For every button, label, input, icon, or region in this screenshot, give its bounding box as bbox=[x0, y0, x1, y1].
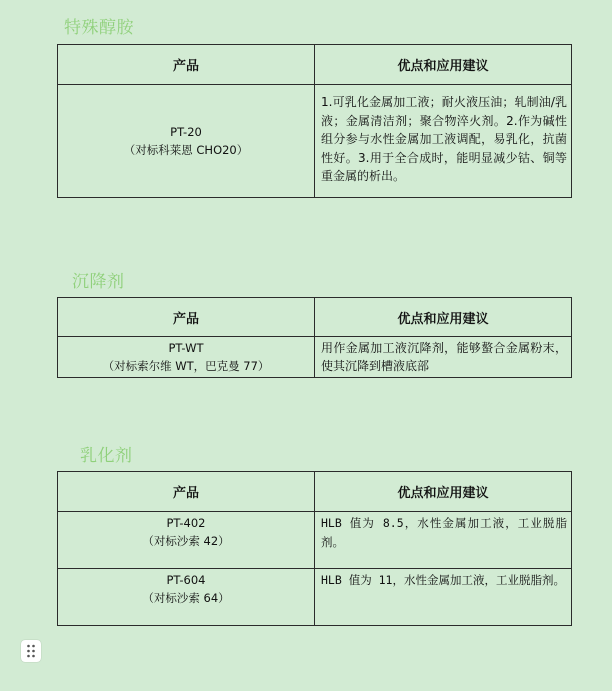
product-code: PT-402 bbox=[166, 516, 206, 530]
table-row bbox=[58, 569, 572, 626]
product-cell bbox=[58, 569, 315, 626]
product-code: PT-604 bbox=[166, 573, 206, 587]
advantages-cell: 1.可乳化金属加工液；耐火液压油；轧制油/乳液；金属清洁剂；聚合物淬火剂。2.作为碱性组分参与水性金属加工液调配，易乳化，抗菌性好。3.用于全合成时，能明显减少钴、铜等重金属的析出。 bbox=[315, 85, 572, 198]
section-title-emulsifier: 乳化剂 bbox=[80, 446, 133, 466]
drag-handle-button[interactable] bbox=[21, 640, 41, 662]
product-cell bbox=[58, 337, 315, 378]
table-special-alkanolamine bbox=[57, 44, 572, 198]
table-emulsifier bbox=[57, 471, 572, 626]
product-code: PT-20 bbox=[170, 125, 202, 139]
table-header-row bbox=[58, 472, 572, 512]
product-code: PT-WT bbox=[168, 341, 204, 355]
product-cell bbox=[58, 85, 315, 198]
header-product: 产品 bbox=[58, 45, 315, 85]
header-product: 产品 bbox=[58, 298, 315, 337]
table-row bbox=[58, 512, 572, 569]
advantages-cell: HLB 值为 8.5，水性金属加工液，工业脱脂剂。 bbox=[315, 512, 572, 569]
header-advantages: 优点和应用建议 bbox=[315, 45, 572, 85]
drag-handle-icon bbox=[26, 644, 36, 658]
table-row bbox=[58, 85, 572, 198]
product-reference: （对标索尔维 WT，巴克曼 77） bbox=[102, 359, 270, 373]
section-title-settling-agent: 沉降剂 bbox=[72, 272, 125, 292]
product-reference: （对标沙索 42） bbox=[142, 534, 230, 548]
section-title-special-alkanolamine: 特殊醇胺 bbox=[64, 18, 134, 38]
table-header-row bbox=[58, 298, 572, 337]
header-advantages: 优点和应用建议 bbox=[315, 298, 572, 337]
header-product: 产品 bbox=[58, 472, 315, 512]
product-reference: （对标科莱恩 CHO20） bbox=[123, 143, 249, 157]
advantages-cell: HLB 值为 11，水性金属加工液，工业脱脂剂。 bbox=[315, 569, 572, 626]
product-cell bbox=[58, 512, 315, 569]
advantages-cell: 用作金属加工液沉降剂，能够螯合金属粉末，使其沉降到槽液底部 bbox=[315, 337, 572, 378]
table-settling-agent bbox=[57, 297, 572, 378]
table-row bbox=[58, 337, 572, 378]
header-advantages: 优点和应用建议 bbox=[315, 472, 572, 512]
table-header-row bbox=[58, 45, 572, 85]
product-reference: （对标沙索 64） bbox=[142, 591, 230, 605]
